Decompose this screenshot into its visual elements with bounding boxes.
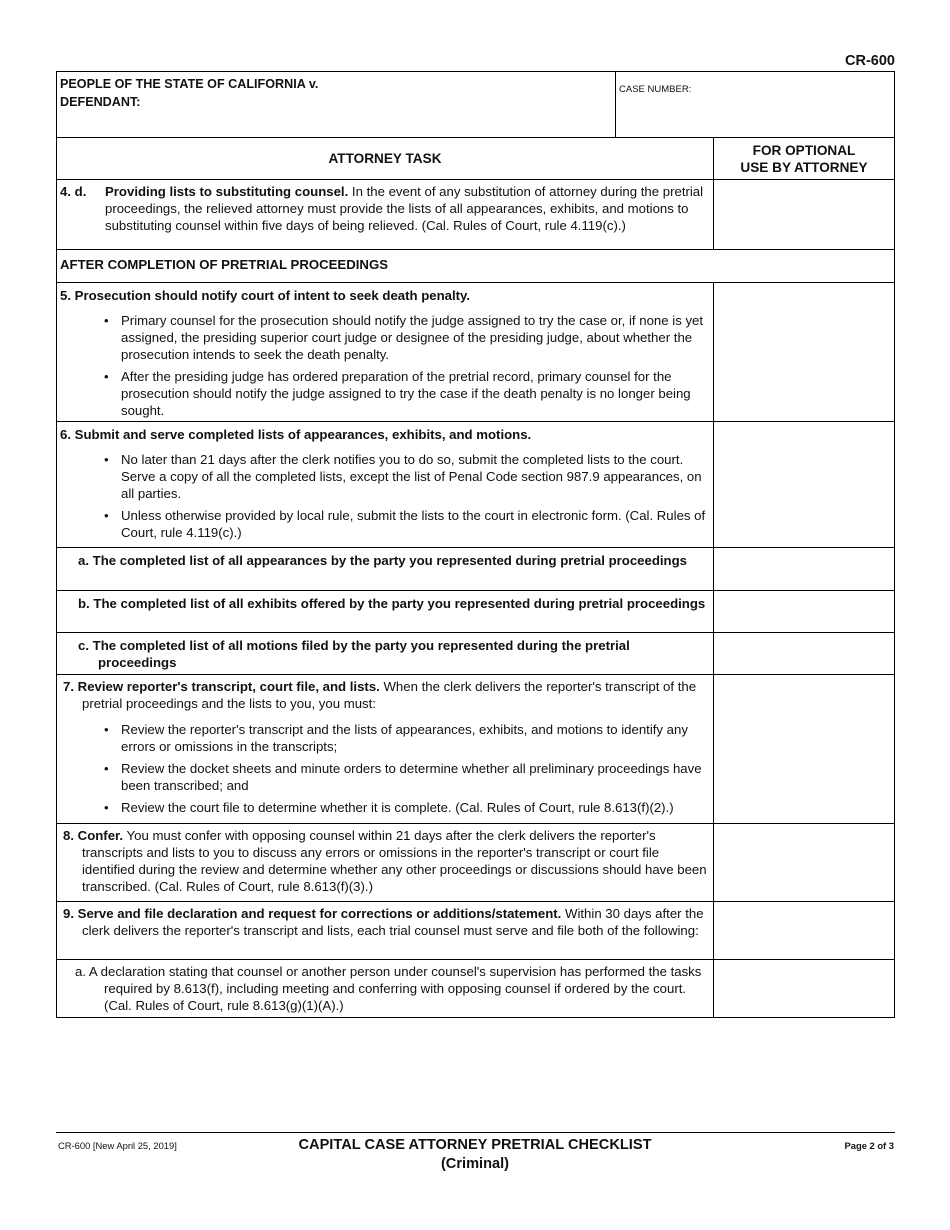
item-4d-row <box>57 180 894 250</box>
item-4d-label: 4. d. <box>60 184 87 199</box>
item-6b-optional-cell[interactable] <box>714 591 894 632</box>
item-9-text: Within 30 days after the clerk delivers the reporter's transcript and lists, each trial counsel must serve and file both of the following: <box>82 906 704 938</box>
footer-title-line2: (Criminal) <box>440 1156 510 1172</box>
list-item: • Primary counsel for the prosecution should notify the judge assigned to try the case or, if none is yet assigned, the presiding superior court judge or designee of the presiding judge, about whether the prosecution intends to seek the death penalty. <box>60 312 710 363</box>
item-4d-title: Providing lists to substituting counsel. <box>105 184 349 199</box>
item-9a-task <box>57 960 714 1017</box>
item-9-optional-cell[interactable] <box>714 902 894 959</box>
checklist-table <box>56 137 895 1018</box>
item-8-text: You must confer with opposing counsel within 21 days after the clerk delivers the reporter's transcripts and lists to you to discuss any errors or omissions in the reporter's transcript or court file identified during the review and determine whether any other proceedings or discussions should have been transcribed. (Cal. Rules of Court, rule 8.613(f)(3).) <box>82 828 707 894</box>
list-item: • Review the docket sheets and minute orders to determine whether all preliminary proceedings have been transcribed; and <box>60 760 710 794</box>
footer-title-line1: CAPITAL CASE ATTORNEY PRETRIAL CHECKLIST <box>298 1137 652 1153</box>
footer-divider <box>56 1132 895 1133</box>
item-6-row <box>57 422 894 548</box>
item-5-task <box>57 283 714 421</box>
item-6a-row <box>57 548 894 591</box>
item-6c-text: c. The completed list of all motions filed by the party you represented during the pretrial proceedings <box>78 638 630 670</box>
people-line: PEOPLE OF THE STATE OF CALIFORNIA v. <box>60 77 319 91</box>
list-item: • No later than 21 days after the clerk notifies you to do so, submit the completed lists to the court. Serve a copy of all the completed lists, except the list of Penal Code section 987.9 appearances, on all parties. <box>60 451 710 502</box>
item-6c-optional-cell[interactable] <box>714 633 894 674</box>
section-heading-row <box>57 250 894 283</box>
item-9-num: 9 <box>63 906 71 921</box>
list-item: • Unless otherwise provided by local rule, submit the lists to the court in electronic form. (Cal. Rules of Court, rule 4.119(c).) <box>60 507 710 541</box>
item-8-num: 8 <box>63 828 71 843</box>
case-number-box[interactable] <box>617 72 693 107</box>
item-7-row <box>57 675 894 824</box>
item-6c-task <box>57 633 714 674</box>
parties-box[interactable] <box>57 72 616 137</box>
item-8-row <box>57 824 894 902</box>
item-6-task <box>57 422 714 547</box>
item-6a-task <box>57 548 714 590</box>
list-item: • Review the reporter's transcript and the lists of appearances, exhibits, and motions to identify any errors or omissions in the transcripts; <box>60 721 710 755</box>
item-4d-optional-cell[interactable] <box>714 180 894 249</box>
list-item: • After the presiding judge has ordered preparation of the pretrial record, primary counsel for the prosecution should notify the judge assigned to try the case if the death penalty is no longer being sought. <box>60 368 710 419</box>
item-8-optional-cell[interactable] <box>714 824 894 901</box>
item-7-bullets <box>60 721 710 816</box>
item-7-title: . Review reporter's transcript, court file, and lists. <box>70 679 380 694</box>
list-item: • Review the court file to determine whether it is complete. (Cal. Rules of Court, rule 8.613(f)(2).) <box>60 799 710 816</box>
footer-form-revision: CR-600 [New April 25, 2019] <box>58 1140 177 1151</box>
item-6b-row <box>57 591 894 633</box>
table-header <box>57 137 894 180</box>
footer-title <box>0 1136 950 1174</box>
item-6-title: 6. Submit and serve completed lists of appearances, exhibits, and motions. <box>60 427 532 442</box>
defendant-label: DEFENDANT: <box>60 95 141 109</box>
item-6c-row <box>57 633 894 675</box>
item-5-row <box>57 283 894 422</box>
item-6a-text: a. The completed list of all appearances by the party you represented during pretrial proceedings <box>78 553 687 568</box>
item-9a-row <box>57 960 894 1018</box>
header-attorney-task: ATTORNEY TASK <box>57 138 714 179</box>
item-5-bullets <box>60 312 710 419</box>
item-4d-task <box>57 180 714 249</box>
item-9a-text: a. A declaration stating that counsel or another person under counsel's supervision has performed the tasks required by 8.613(f), including meeting and conferring with opposing counsel if ordered by the court. (Cal. Rules of Court, rule 8.613(g)(1)(A).) <box>75 964 702 1013</box>
item-4d-text: In the event of any substitution of attorney during the pretrial proceedings, the relieved attorney must provide the lists of all appearances, exhibits, and motions to substituting counsel within five days of being relieved. (Cal. Rules of Court, rule 4.119(c).) <box>105 184 704 233</box>
item-6b-text: b. The completed list of all exhibits offered by the party you represented during pretrial proceedings <box>78 596 706 611</box>
item-6-bullets <box>60 451 710 541</box>
item-5-optional-cell[interactable] <box>714 283 894 421</box>
item-6-optional-cell[interactable] <box>714 422 894 547</box>
page-number: Page 2 of 3 <box>844 1140 894 1151</box>
item-9-row <box>57 902 894 960</box>
item-9-task <box>57 902 714 959</box>
item-7-num: 7 <box>63 679 71 694</box>
case-number-label: CASE NUMBER: <box>619 84 692 95</box>
item-7-text: When the clerk delivers the reporter's transcript of the pretrial proceedings and the lists to you, you must: <box>82 679 697 711</box>
item-6b-task <box>57 591 714 632</box>
header-optional-use: FOR OPTIONAL USE BY ATTORNEY <box>740 142 868 175</box>
item-8-title: . Confer. <box>70 828 124 843</box>
section-heading: AFTER COMPLETION OF PRETRIAL PROCEEDINGS <box>60 257 388 272</box>
item-9-title: . Serve and file declaration and request for corrections or additions/statement. <box>70 906 562 921</box>
item-5-title: 5. Prosecution should notify court of intent to seek death penalty. <box>60 288 471 303</box>
case-caption <box>56 71 895 138</box>
item-9a-optional-cell[interactable] <box>714 960 894 1017</box>
form-code: CR-600 <box>845 53 895 69</box>
item-7-task <box>57 675 714 823</box>
item-7-optional-cell[interactable] <box>714 675 894 823</box>
item-6a-optional-cell[interactable] <box>714 548 894 590</box>
item-8-task <box>57 824 714 901</box>
